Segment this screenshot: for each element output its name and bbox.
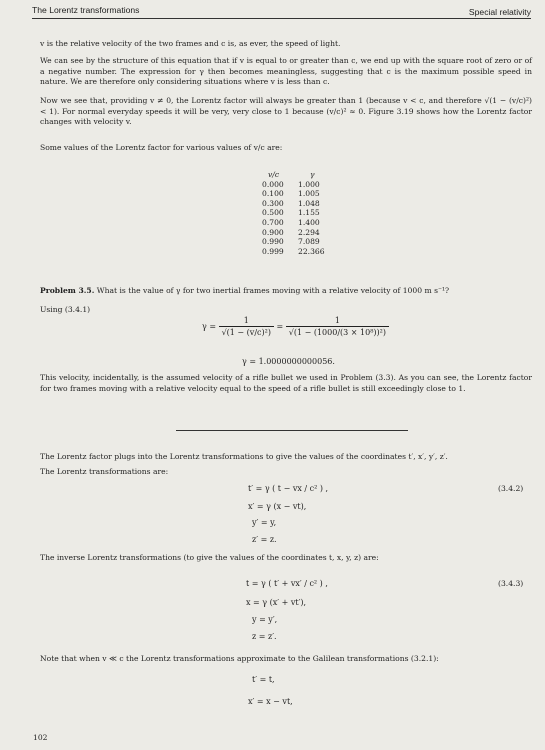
galilean-eq-x: x′ = x − vt, xyxy=(248,697,293,706)
page-number: 102 xyxy=(33,733,48,742)
table-cell: 0.000 xyxy=(262,179,284,189)
paragraph-velocity-definition: v is the relative velocity of the two frames and c is, as ever, the speed of light. xyxy=(40,39,341,48)
problem-statement xyxy=(40,286,532,297)
inverse-eq-z: z = z′. xyxy=(252,632,277,641)
table-cell: 0.300 xyxy=(262,198,284,208)
table-header-cell: γ xyxy=(310,170,315,179)
inverse-eq-t: t = γ ( t′ + vx′ / c² ) , xyxy=(246,579,328,588)
lorentz-eq-t: t′ = γ ( t − vx / c² ) , xyxy=(248,484,329,493)
fraction-numerator: 1 xyxy=(219,316,274,327)
paragraph-lorentz-factor: Now we see that, providing v ≠ 0, the Lorentz factor will always be greater than 1 (because v < c, and therefore √(1 − (v/c)²) < 1). For normal everyday speeds it will be very, very close to 1 because (v/c)² ≈ 0. Figure 3.19 shows how the Lorentz factor changes with velocity v. xyxy=(40,96,532,127)
table-cell: 1.400 xyxy=(298,217,320,227)
problem-text: What is the value of γ for two inertial frames moving with a relative velocity of 1000 m s⁻¹? xyxy=(96,286,450,295)
table-cell: 1.048 xyxy=(298,198,320,208)
table-cell: 0.100 xyxy=(262,189,284,199)
table-cell: 0.500 xyxy=(262,208,284,218)
paragraph-lt-intro: The Lorentz transformations are: xyxy=(40,467,169,476)
equals-sign: = xyxy=(276,322,284,331)
paragraph-speed-limit: We can see by the structure of this equation that if v is equal to or greater than c, we end up with the square root of zero or of a negative number. The expression for γ then becomes meaningless, suggesting that c is the maximum possible speed in nature. We are therefore only considering situations where v is less than c. xyxy=(40,56,532,87)
table-cell: 1.155 xyxy=(298,208,320,218)
paragraph-table-intro: Some values of the Lorentz factor for various values of v/c are: xyxy=(40,143,283,152)
lorentz-eq-z: z′ = z. xyxy=(252,535,277,544)
gamma-result: γ = 1.0000000000056. xyxy=(242,357,335,366)
gamma-fraction-1 xyxy=(219,316,274,338)
lorentz-eq-y: y′ = y, xyxy=(252,518,277,527)
table-header-row xyxy=(262,170,346,180)
table-row xyxy=(262,208,346,218)
lorentz-factor-table xyxy=(262,170,346,256)
table-header-cell: v/c xyxy=(268,170,280,179)
using-reference: Using (3.4.1) xyxy=(40,305,91,314)
table-row xyxy=(262,218,346,228)
table-cell: 22.366 xyxy=(298,246,325,256)
equation-number-343: (3.4.3) xyxy=(498,579,524,588)
table-cell: 7.089 xyxy=(298,237,320,247)
fraction-numerator: 1 xyxy=(286,316,389,327)
table-cell: 0.700 xyxy=(262,217,284,227)
problem-label: Problem 3.5. xyxy=(40,286,95,295)
paragraph-galilean: Note that when v ≪ c the Lorentz transformations approximate to the Galilean transformations (3.2.1): xyxy=(40,654,439,663)
section-divider xyxy=(176,430,408,431)
table-row xyxy=(262,228,346,238)
galilean-eq-t: t′ = t, xyxy=(252,675,275,684)
table-row xyxy=(262,199,346,209)
gamma-lhs: γ = xyxy=(202,322,217,331)
table-cell: 0.990 xyxy=(262,237,284,247)
table-cell: 0.999 xyxy=(262,246,284,256)
table-cell: 1.000 xyxy=(298,179,320,189)
running-header xyxy=(32,4,531,19)
header-chapter-title: The Lorentz transformations xyxy=(32,5,140,15)
table-row xyxy=(262,180,346,190)
paragraph-coordinates: The Lorentz factor plugs into the Lorentz transformations to give the values of the coordinates t′, x′, y′, z′. xyxy=(40,452,448,461)
table-cell: 2.294 xyxy=(298,227,320,237)
gamma-fraction-2 xyxy=(286,316,389,338)
fraction-denominator: √(1 − (v/c)²) xyxy=(221,328,271,337)
paragraph-rifle-bullet: This velocity, incidentally, is the assumed velocity of a rifle bullet we used in Problem (3.3). As you can see, the Lorentz factor for two frames moving with a relative velocity equal to the speed of a rifle bullet is still exceedingly close to 1. xyxy=(40,373,532,393)
header-section-title: Special relativity xyxy=(468,7,531,17)
gamma-equation xyxy=(202,316,389,338)
fraction-denominator: √(1 − (1000/(3 × 10⁸))²) xyxy=(288,328,386,337)
inverse-eq-x: x = γ (x′ + vt′), xyxy=(246,598,307,607)
inverse-eq-y: y = y′, xyxy=(252,615,278,624)
lorentz-eq-x: x′ = γ (x − vt), xyxy=(248,502,307,511)
table-row xyxy=(262,237,346,247)
paragraph-inverse-intro: The inverse Lorentz transformations (to give the values of the coordinates t, x, y, z) are: xyxy=(40,553,379,562)
table-row xyxy=(262,189,346,199)
equation-number-342: (3.4.2) xyxy=(498,484,524,493)
table-cell: 1.005 xyxy=(298,189,320,199)
table-cell: 0.900 xyxy=(262,227,284,237)
table-row xyxy=(262,247,346,257)
